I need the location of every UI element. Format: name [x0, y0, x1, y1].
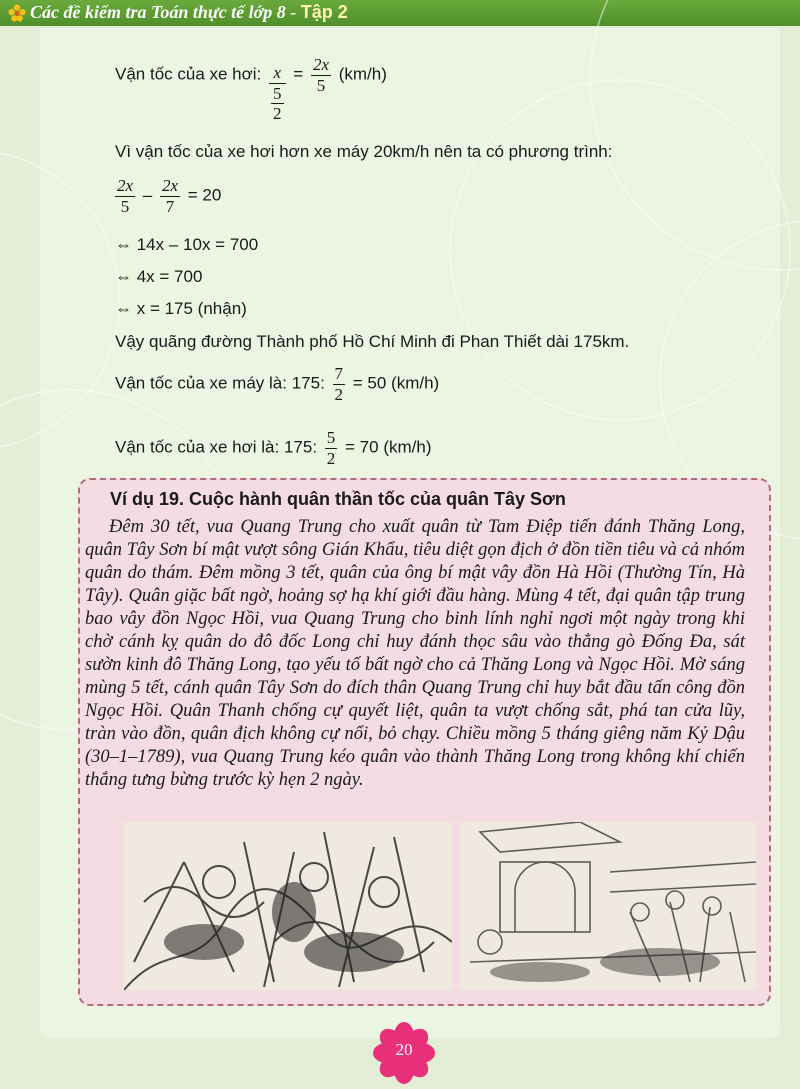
moto-den: 2 [334, 384, 344, 404]
eq1-fraction-b [160, 176, 180, 216]
battle-sketch-right [460, 822, 756, 990]
car-speed-final-line [115, 428, 431, 468]
eq1-b-den: 7 [165, 196, 175, 216]
moto-speed-line [115, 364, 439, 404]
car-den: 2 [326, 448, 336, 468]
because-text: Vì vận tốc của xe hơi hơn xe máy 20km/h nên ta có phương trình: [115, 142, 613, 161]
equation-3: ⇔ 4x = 700 [115, 267, 203, 286]
car-speed-line [115, 55, 387, 124]
header-band [0, 0, 800, 26]
moto-speed-result: = 50 (km/h) [352, 373, 440, 393]
page-number: 20 [395, 1040, 413, 1059]
car-final-result: = 70 (km/h) [345, 437, 432, 457]
battle-illustration-left [124, 822, 452, 990]
car-speed-complex-fraction [269, 63, 286, 124]
car-speed-frac-den-den: 2 [273, 104, 282, 124]
eq1-rhs: = 20 [187, 185, 222, 205]
example-title: Ví dụ 19. Cuộc hành quân thần tốc của quân Tây Sơn [110, 489, 566, 509]
equation-4: ⇔ x = 175 (nhận) [115, 299, 247, 318]
eq1-minus: – [142, 185, 153, 205]
header-title [30, 2, 348, 23]
eq1-a-den: 5 [120, 196, 130, 216]
equation-1 [115, 176, 221, 216]
moto-num: 7 [334, 364, 344, 383]
car-speed-frac-num: x [269, 63, 286, 84]
car-speed-unit: (km/h) [338, 64, 387, 84]
battle-illustration-right [460, 822, 756, 990]
moto-speed-fraction [333, 364, 346, 404]
flower-icon [8, 4, 26, 22]
page-number-badge [371, 1022, 437, 1084]
eq1-b-num: 2x [161, 176, 179, 195]
battle-sketch-left [124, 822, 452, 990]
car-final-fraction [325, 428, 338, 468]
car-num: 5 [326, 428, 336, 447]
conclusion: Vậy quãng đường Thành phố Hồ Chí Minh đi Phan Thiết dài 175km. [115, 332, 630, 351]
moto-speed-label: Vận tốc của xe máy là: 175: [115, 373, 325, 393]
car-final-label: Vận tốc của xe hơi là: 175: [115, 437, 318, 457]
car-speed-frac-den [271, 84, 284, 124]
car-speed-result-fraction [311, 55, 331, 95]
header-volume: Tập 2 [300, 2, 348, 22]
car-speed-frac-den-num: 5 [273, 83, 282, 103]
car-speed-equals: = [293, 64, 304, 84]
example-body: Đêm 30 tết, vua Quang Trung cho xuất quân từ Tam Điệp tiến đánh Thăng Long, quân Tây Sơn bí mật vượt sông Gián Khẩu, tiêu diệt gọn địch ở đồn tiền tiêu và cả nhóm quân do thám. Đêm mồng 3 tết, quân của ông bí mật vây đồn Hà Hồi (Thường Tín, Hà Tây). Quân giặc bất ngờ, hoảng sợ hạ khí giới đầu hàng. Mùng 4 tết, đại quân tập trung bao vây đồn Ngọc Hồi, vua Quang Trung cho binh lính nghỉ ngơi một ngày trong khi chờ cánh kỵ quân do đô đốc Long chỉ huy đánh thọc sâu vào thẳng gò Đống Đa, sát sườn kinh đô Thăng Long, tạo yếu tố bất ngờ cho cả Thăng Long và Ngọc Hồi. Mờ sáng mùng 5 tết, cánh quân Tây Sơn do đích thân Quang Trung chỉ huy bắt đầu tấn công đồn Ngọc Hồi. Quân Thanh chống cự quyết liệt, quân ta vượt chống sắt, phá tan cửa lũy, tràn vào đồn, quân địch không cự nổi, bỏ chạy. Chiều mồng 5 tháng giêng năm Kỷ Dậu (30–1–1789), vua Quang Trung kéo quân vào thành Thăng Long trong không khí chiến thắng tưng bừng trước kỳ hẹn 2 ngày. [85, 517, 745, 790]
car-speed-result-num: 2x [312, 55, 329, 74]
car-speed-result-den: 5 [316, 75, 326, 95]
eq1-a-num: 2x [117, 176, 134, 195]
car-speed-label: Vận tốc của xe hơi: [115, 64, 262, 84]
header-title-text: Các đề kiểm tra Toán thực tế lớp 8 - [30, 2, 301, 22]
eq1-fraction-a [115, 176, 135, 216]
equation-2: ⇔ 14x – 10x = 700 [115, 235, 259, 254]
